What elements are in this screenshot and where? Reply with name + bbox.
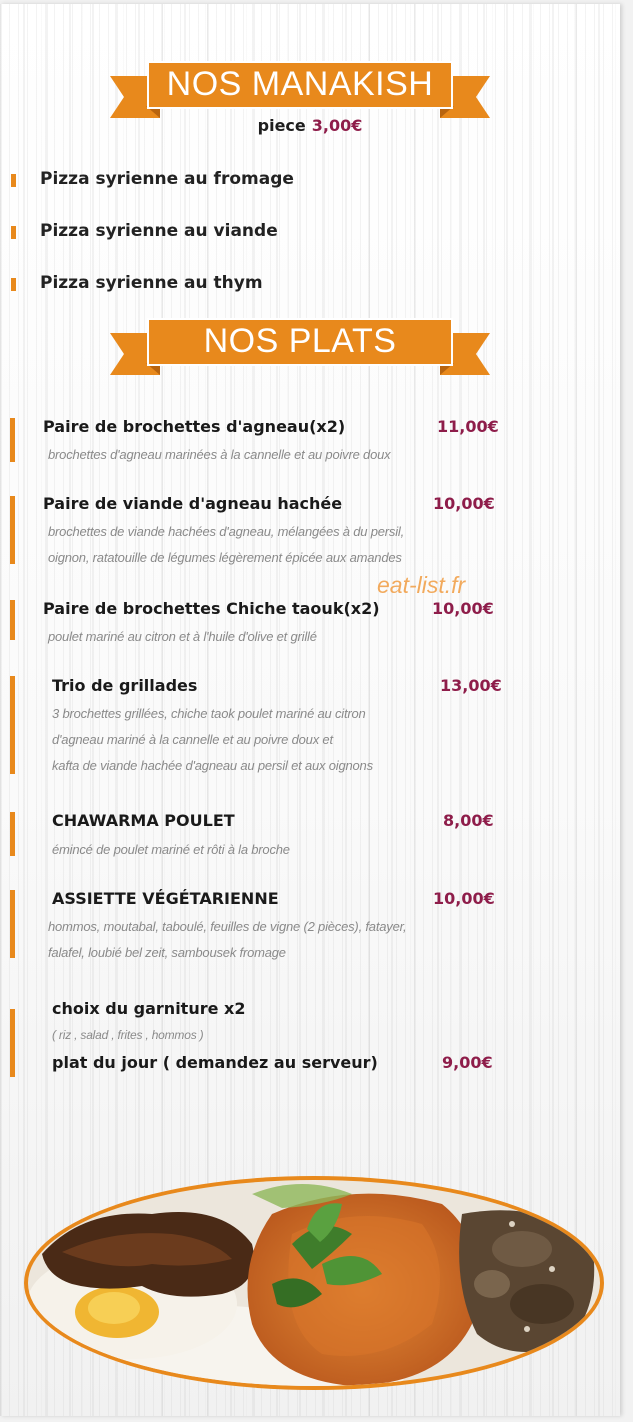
plats-title: NOS PLATS [203, 321, 397, 360]
bullet-bar [11, 226, 16, 239]
plat-description: 3 brochettes grillées, chiche taok poulet mariné au citron [52, 706, 366, 721]
plat-name: Trio de grillades [52, 676, 198, 695]
plat-price: 10,00€ [433, 494, 495, 513]
manakish-item: Pizza syrienne au fromage [40, 169, 294, 189]
food-photo [22, 1174, 606, 1392]
menu-page [0, 4, 620, 1416]
plat-price: 13,00€ [440, 676, 502, 695]
plat-du-jour-price: 9,00€ [442, 1053, 493, 1072]
plat-price: 8,00€ [443, 811, 494, 830]
item-bar [10, 676, 15, 774]
plat-description: d'agneau mariné à la cannelle et au poivre doux et [52, 732, 333, 747]
plat-price: 11,00€ [437, 417, 499, 436]
plat-description: oignon, ratatouille de légumes légèrement épicée aux amandes [48, 550, 402, 565]
plat-name: Paire de brochettes d'agneau(x2) [43, 417, 346, 436]
plat-du-jour: plat du jour ( demandez au serveur) [52, 1053, 378, 1072]
item-bar [10, 890, 15, 958]
item-bar [10, 600, 15, 640]
piece-price: 3,00€ [311, 116, 363, 135]
garniture-options: ( riz , salad , frites , hommos ) [52, 1028, 204, 1042]
plats-banner [110, 317, 490, 377]
plat-name: Paire de brochettes Chiche taouk(x2) [43, 599, 380, 618]
plat-description: falafel, loubié bel zeit, sambousek fromage [48, 945, 286, 960]
item-bar [10, 496, 15, 564]
plat-price: 10,00€ [432, 599, 494, 618]
manakish-piece-price [0, 116, 620, 135]
plat-description: poulet mariné au citron et à l'huile d'olive et grillé [48, 629, 317, 644]
plat-description: hommos, moutabal, taboulé, feuilles de vigne (2 pièces), fatayer, [48, 919, 407, 934]
garniture-title: choix du garniture x2 [52, 999, 246, 1018]
plat-description: émincé de poulet mariné et rôti à la broche [52, 842, 290, 857]
item-bar [10, 418, 15, 462]
watermark: eat-list.fr [377, 572, 466, 598]
plat-description: brochettes d'agneau marinées à la cannelle et au poivre doux [48, 447, 391, 462]
plat-description: kafta de viande hachée d'agneau au persil et aux oignons [52, 758, 373, 773]
manakish-item: Pizza syrienne au viande [40, 221, 278, 241]
item-bar [10, 812, 15, 856]
plat-name: Paire de viande d'agneau hachée [43, 494, 343, 513]
plat-name: CHAWARMA POULET [52, 811, 235, 830]
piece-label: piece [257, 116, 306, 135]
manakish-title: NOS MANAKISH [166, 64, 434, 103]
bullet-bar [11, 174, 16, 187]
item-bar [10, 1009, 15, 1077]
manakish-banner [110, 60, 490, 120]
plat-name: ASSIETTE VÉGÉTARIENNE [52, 889, 279, 908]
plat-description: brochettes de viande hachées d'agneau, mélangées à du persil, [48, 524, 404, 539]
manakish-item: Pizza syrienne au thym [40, 273, 263, 293]
food-plate-illustration [22, 1174, 606, 1392]
bullet-bar [11, 278, 16, 291]
plat-price: 10,00€ [433, 889, 495, 908]
